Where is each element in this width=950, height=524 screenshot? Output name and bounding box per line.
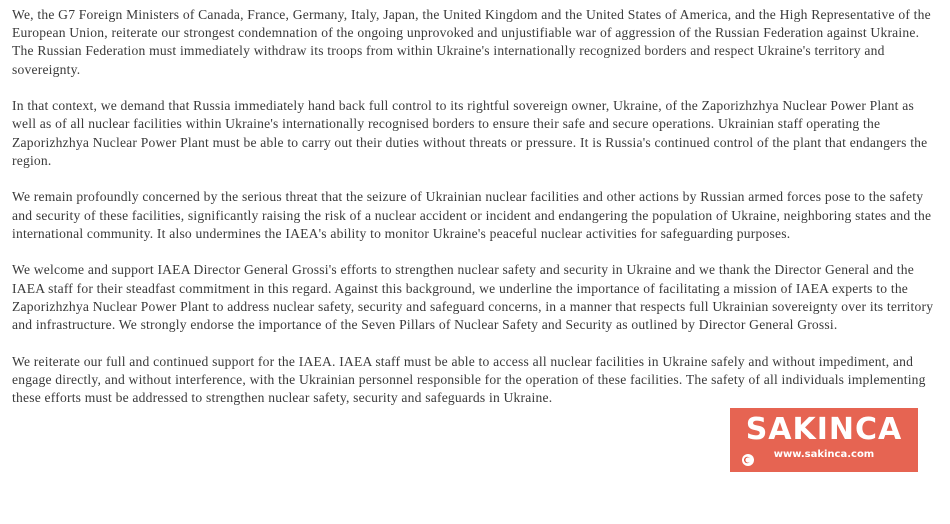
paragraph-iaea-support: We welcome and support IAEA Director General Grossi's efforts to strengthen nuclear safety and security in Ukraine and we thank the Director General and the IAEA staff for their steadfast commitment in this regard. Against this background, we underline the importance of facilitating a mission of IAEA experts to the Zaporizhzhya Nuclear Power Plant to address nuclear safety, security and safeguard concerns, in a manner that respects full Ukrainian sovereignty over its territory and infrastructure. We strongly endorse the importance of the Seven Pillars of Nuclear Safety and Security as outlined by Director General Grossi. xyxy=(12,262,934,333)
paragraph-zaporizhzhya-control: In that context, we demand that Russia immediately hand back full control to its rightful sovereign owner, Ukraine, of the Zaporizhzhya Nuclear Power Plant as well as of all nuclear facilities within Ukraine's internationally recognised borders to ensure their safe and secure operations. Ukrainian staff operating the Zaporizhzhya Nuclear Power Plant must be able to carry out their duties without threats or pressure. It is Russia's continued control of the plant that endangers the region. xyxy=(12,98,928,168)
paragraph-iaea-access: We reiterate our full and continued support for the IAEA. IAEA staff must be able to access all nuclear facilities in Ukraine safely and without impediment, and engage directly, and without interference, with the Ukrainian personnel responsible for the operation of these facilities. The safety of all individuals implementing these efforts must be addressed to strengthen nuclear safety, security and safeguards in Ukraine. xyxy=(12,353,926,406)
turkish-flag-icon xyxy=(742,454,754,466)
paragraph-safety-concern: We remain profoundly concerned by the serious threat that the seizure of Ukrainian nuclear facilities and other actions by Russian armed forces pose to the safety and security of these facilities, significantly raising the risk of a nuclear accident or incident and endangering the population of Ukraine, neighboring states and the international community. It also undermines the IAEA's ability to monitor Ukraine's peaceful nuclear activities for safeguarding purposes. xyxy=(12,189,932,241)
watermark-brand: SAKINCA xyxy=(745,412,903,447)
watermark-logo xyxy=(730,408,918,472)
paragraph-condemnation: We, the G7 Foreign Ministers of Canada, France, Germany, Italy, Japan, the United Kingdom and the United States of America, and the High Representative of the European Union, reiterate our strongest condemnation of the ongoing unprovoked and unjustifiable war of aggression of the Russian Federation against Ukraine. The Russian Federation must immediately withdraw its troops from within Ukraine's internationally recognized borders and respect Ukraine's territory and sovereignty. xyxy=(12,7,931,77)
watermark-site: www.sakinca.com xyxy=(773,449,875,460)
statement-document xyxy=(12,6,938,407)
